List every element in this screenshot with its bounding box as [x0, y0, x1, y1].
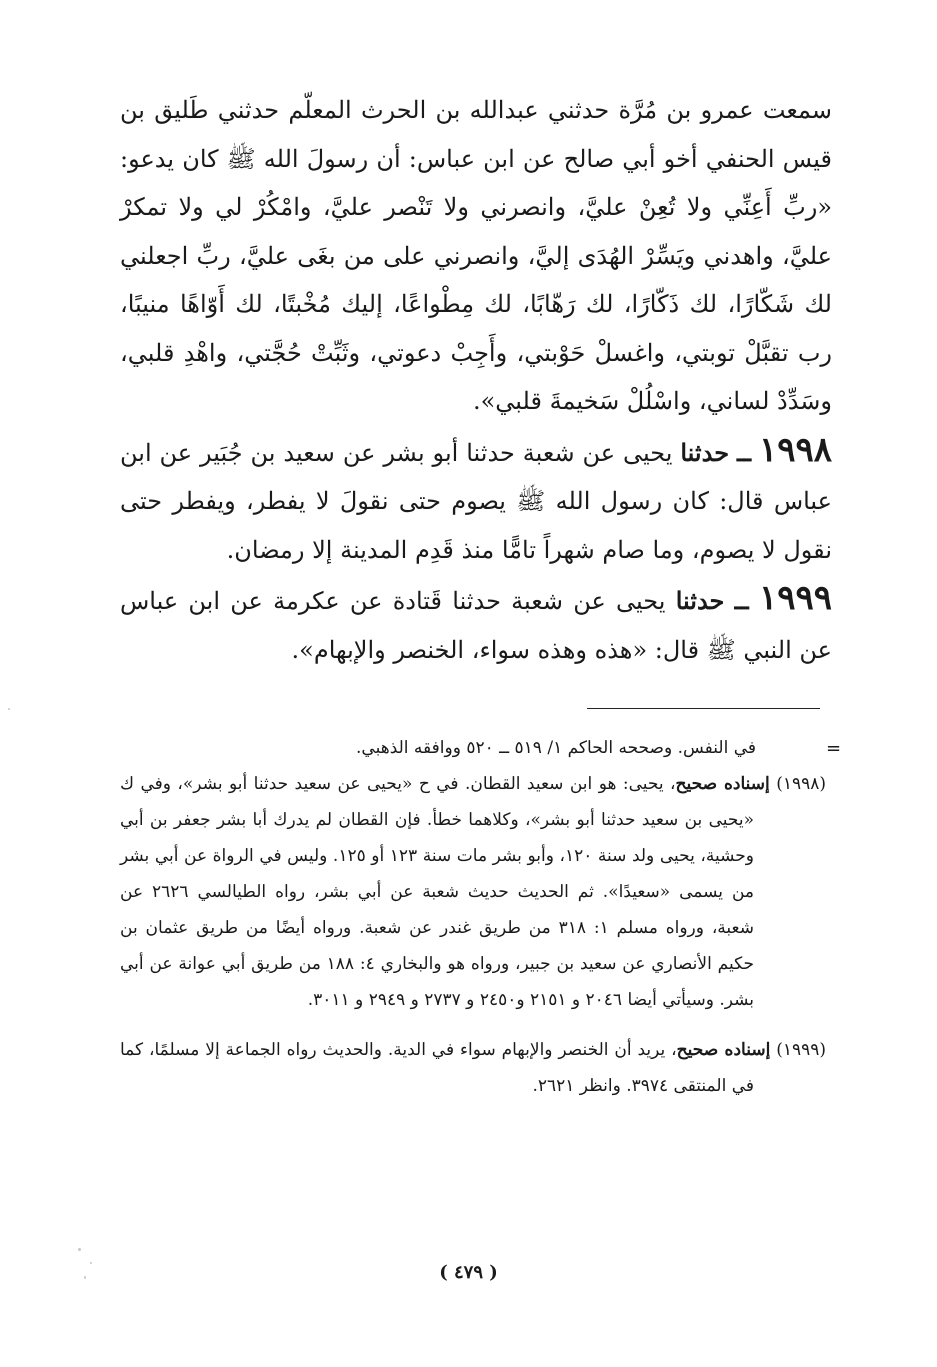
hadith-paragraph-continued: سمعت عمرو بن مُرَّة حدثني عبدالله بن الحرث المعلّم حدثني طَليق بن قيس الحنفي أخو أبي صالح عن ابن عباس: أن رسولَ الله ﷺ كان يدعو: «ربِّ أَعِنِّي ولا تُعِنْ عليَّ، وانصرني ولا تَنْصر عليَّ، وامْكُرْ لي ولا تمكرْ عليَّ، واهدني ويَسِّرْ الهُدَى إليَّ، وانصرني على من بغَى عليَّ، ربِّ اجعلني لك شَكّارًا، لك ذَكّارًا، لك رَهّابًا، لك مِطْواعًا، إليك مُخْبتًا، لك أَوّاهًا منيبًا، رب تقبَّلْ توبتي، واغسلْ حَوْبتي، وأَجِبْ دعوتي، وثَبِّتْ حُجَّتي، واهْدِ قلبي، وسَدِّدْ لساني، واسْلُلْ سَخيمةَ قلبي». [120, 96, 832, 415]
scan-speck [8, 708, 10, 710]
footnote-continuation: في النفس. وصححه الحاكم ١/ ٥١٩ ــ ٥٢٠ ووافقه الذهبي. [356, 738, 756, 758]
footnote-grade: إسناده صحيح [676, 1040, 771, 1060]
hadith-text: يحيى عن شعبة حدثنا قَتادة عن عكرمة عن ابن عباس عن النبي ﷺ قال: «هذه وهذه سواء، الخنصر والإبهام». [120, 587, 832, 664]
hadith-dash: ــ [736, 437, 752, 467]
hadith-dash: ــ [734, 586, 749, 615]
hadith-paragraph-1998 [120, 426, 832, 575]
footnote-number: (١٩٩٨) [776, 774, 826, 794]
footnote-separator [587, 708, 820, 709]
footnote-1998 [120, 766, 826, 1018]
footnote-text: ، يريد أن الخنصر والإبهام سواء في الدية. والحديث رواه الجماعة إلا مسلمًا، كما في المنتقى ٣٩٧٤. وانظر ٢٦٢١. [120, 1040, 754, 1096]
footnotes-block [120, 730, 826, 1104]
page-number: ( ٤٧٩ ) [439, 1262, 498, 1283]
scan-speck [90, 1262, 92, 1264]
scan-speck [78, 1248, 81, 1251]
footnote-1999 [120, 1032, 826, 1104]
hadith-text: يحيى عن شعبة حدثنا أبو بشر عن سعيد بن جُبَير عن ابن عباس قال: كان رسول الله ﷺ يصوم حتى نقولَ لا يفطر، ويفطر حتى نقول لا يصوم، وما صام شهراً تامًّا منذ قَدِم المدينة إلا رمضان. [120, 438, 832, 564]
hadith-number: ١٩٩٨ [758, 429, 832, 470]
footnote-continuation-mark: = [826, 738, 842, 759]
footnote-number: (١٩٩٩) [776, 1040, 826, 1060]
main-text-block [120, 86, 832, 674]
hadith-paragraph-1999 [120, 574, 832, 674]
footnote-text: ، يحيى: هو ابن سعيد القطان. في ح «يحيى عن سعيد حدثنا أبو بشر»، وفي ك «يحيى بن سعيد حدثنا أبو بشر»، وكلاهما خطأ. فإن القطان لم يدرك أبا بشر جعفر بن أبي وحشية، يحيى ولد سنة ١٢٠، وأبو بشر مات سنة ١٢٣ أو ١٢٥. وليس في الرواة عن أبي بشر من يسمى «سعيدًا». ثم الحديث حديث شعبة عن أبي بشر، رواه الطيالسي ٢٦٢٦ عن شعبة، ورواه مسلم ١: ٣١٨ من طريق غندر عن شعبة. ورواه أيضًا من طريق عثمان بن حكيم الأنصاري عن سعيد بن جبير، ورواه هو والبخاري ٤: ١٨٨ من طريق أبي عوانة عن أبي بشر. وسيأتي أيضا ٢٠٤٦ و ٢١٥١ و٢٤٥٠ و ٢٧٣٧ و ٢٩٤٩ و ٣٠١١. [120, 774, 754, 1010]
hadith-number: ١٩٩٩ [758, 578, 832, 618]
hadith-lead-word: حدثنا [675, 586, 725, 615]
scan-speck [84, 1276, 86, 1279]
footnote-grade: إسناده صحيح [675, 774, 770, 794]
hadith-lead-word: حدثنا [680, 437, 730, 467]
